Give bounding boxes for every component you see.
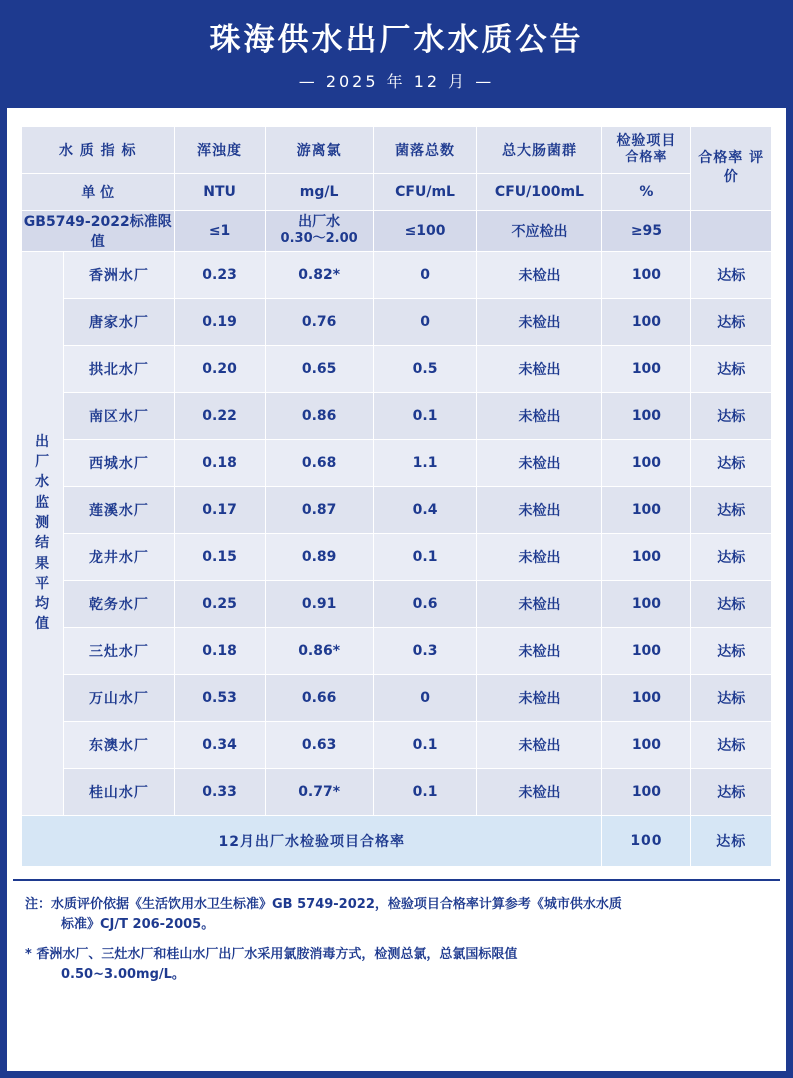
cell-coliform: 未检出: [477, 627, 602, 674]
cell-turbidity: 0.22: [174, 392, 265, 439]
cell-free-chlorine: 0.82*: [265, 251, 373, 298]
table-row: [22, 392, 772, 439]
cell-colony-count: 0: [373, 674, 477, 721]
cell-coliform: 未检出: [477, 486, 602, 533]
cell-turbidity: 0.17: [174, 486, 265, 533]
cell-evaluation: 达标: [691, 298, 772, 345]
cell-colony-count: 0.1: [373, 392, 477, 439]
cell-coliform: 未检出: [477, 439, 602, 486]
cell-colony-count: 0.6: [373, 580, 477, 627]
cell-colony-count: 0: [373, 298, 477, 345]
side-label-monitoring-results: 出 厂 水 监 测 结 果 平 均 值: [22, 251, 64, 815]
cell-free-chlorine: 0.87: [265, 486, 373, 533]
cell-coliform: 未检出: [477, 392, 602, 439]
cell-plant: 桂山水厂: [64, 768, 174, 815]
standard-turbidity: ≤1: [174, 210, 265, 251]
cell-pass-rate: 100: [602, 721, 691, 768]
table-row: [22, 486, 772, 533]
cell-free-chlorine: 0.66: [265, 674, 373, 721]
table-row: [22, 768, 772, 815]
cell-colony-count: 0.1: [373, 768, 477, 815]
cell-colony-count: 0.1: [373, 721, 477, 768]
cell-coliform: 未检出: [477, 251, 602, 298]
cell-evaluation: 达标: [691, 768, 772, 815]
cell-turbidity: 0.20: [174, 345, 265, 392]
cell-pass-rate: 100: [602, 345, 691, 392]
table-row: [22, 251, 772, 298]
standard-label: GB5749-2022标准限值: [22, 210, 175, 251]
total-evaluation: 达标: [691, 815, 772, 866]
table-row: [22, 439, 772, 486]
header-evaluation-line2: 评价: [723, 150, 765, 186]
cell-turbidity: 0.33: [174, 768, 265, 815]
unit-turbidity: NTU: [174, 173, 265, 210]
cell-coliform: 未检出: [477, 345, 602, 392]
cell-turbidity: 0.23: [174, 251, 265, 298]
cell-turbidity: 0.18: [174, 439, 265, 486]
cell-pass-rate: 100: [602, 439, 691, 486]
cell-colony-count: 0: [373, 251, 477, 298]
table-row: [22, 580, 772, 627]
cell-free-chlorine: 0.63: [265, 721, 373, 768]
cell-turbidity: 0.34: [174, 721, 265, 768]
cell-coliform: 未检出: [477, 580, 602, 627]
unit-free-chlorine: mg/L: [265, 173, 373, 210]
unit-colony-count: CFU/mL: [373, 173, 477, 210]
header-free-chlorine: 游离氯: [265, 126, 373, 173]
cell-evaluation: 达标: [691, 674, 772, 721]
cell-coliform: 未检出: [477, 674, 602, 721]
cell-evaluation: 达标: [691, 721, 772, 768]
cell-pass-rate: 100: [602, 768, 691, 815]
header-pass-rate-line2: 合格率: [625, 150, 668, 166]
note-standard-basis: [25, 895, 768, 935]
cell-colony-count: 0.4: [373, 486, 477, 533]
note1-line1: 注：水质评价依据《生活饮用水卫生标准》GB 5749-2022，检验项目合格率计算参考《城市供水水质: [25, 896, 622, 912]
cell-evaluation: 达标: [691, 251, 772, 298]
cell-turbidity: 0.53: [174, 674, 265, 721]
cell-pass-rate: 100: [602, 392, 691, 439]
cell-evaluation: 达标: [691, 392, 772, 439]
cell-free-chlorine: 0.89: [265, 533, 373, 580]
cell-evaluation: 达标: [691, 533, 772, 580]
standard-free-chlorine-line1: 出厂水: [298, 214, 341, 231]
header-evaluation: [691, 126, 772, 210]
cell-plant: 西城水厂: [64, 439, 174, 486]
header-colony-count: 菌落总数: [373, 126, 477, 173]
table-header-row: [22, 126, 772, 173]
header-turbidity: 浑浊度: [174, 126, 265, 173]
unit-pass-rate: %: [602, 173, 691, 210]
table-total-row: [22, 815, 772, 866]
cell-coliform: 未检出: [477, 298, 602, 345]
cell-plant: 香洲水厂: [64, 251, 174, 298]
cell-evaluation: 达标: [691, 580, 772, 627]
table-row: [22, 627, 772, 674]
cell-plant: 唐家水厂: [64, 298, 174, 345]
cell-evaluation: 达标: [691, 439, 772, 486]
table-row: [22, 345, 772, 392]
total-label: 12月出厂水检验项目合格率: [22, 815, 602, 866]
cell-plant: 万山水厂: [64, 674, 174, 721]
cell-free-chlorine: 0.68: [265, 439, 373, 486]
cell-pass-rate: 100: [602, 580, 691, 627]
unit-label: 单 位: [22, 173, 175, 210]
report-period: — 2025 年 12 月 —: [298, 71, 495, 91]
table-container: [7, 108, 786, 867]
header-evaluation-line1: 合格率: [698, 150, 744, 167]
cell-colony-count: 1.1: [373, 439, 477, 486]
header-coliform: 总大肠菌群: [477, 126, 602, 173]
cell-plant: 莲溪水厂: [64, 486, 174, 533]
standard-free-chlorine: [265, 210, 373, 251]
cell-coliform: 未检出: [477, 533, 602, 580]
standard-free-chlorine-line2: 0.30～2.00: [280, 231, 358, 247]
note2-line1: * 香洲水厂、三灶水厂和桂山水厂出厂水采用氯胺消毒方式，检测总氯，总氯国标限值: [25, 947, 518, 963]
standard-pass-rate: ≥95: [602, 210, 691, 251]
table-row: [22, 298, 772, 345]
table-row: [22, 721, 772, 768]
unit-coliform: CFU/100mL: [477, 173, 602, 210]
cell-free-chlorine: 0.91: [265, 580, 373, 627]
cell-pass-rate: 100: [602, 674, 691, 721]
cell-pass-rate: 100: [602, 533, 691, 580]
standard-colony-count: ≤100: [373, 210, 477, 251]
cell-colony-count: 0.3: [373, 627, 477, 674]
header-indicator: 水 质 指 标: [22, 126, 175, 173]
cell-coliform: 未检出: [477, 721, 602, 768]
notes-section: [7, 881, 786, 986]
cell-turbidity: 0.25: [174, 580, 265, 627]
cell-plant: 拱北水厂: [64, 345, 174, 392]
note1-line2: 标准》CJ/T 206-2005。: [61, 916, 215, 932]
cell-coliform: 未检出: [477, 768, 602, 815]
total-pass-rate: 100: [602, 815, 691, 866]
standard-evaluation-blank: [691, 210, 772, 251]
cell-plant: 南区水厂: [64, 392, 174, 439]
note-chloramine: [25, 945, 768, 985]
water-quality-table: [21, 126, 772, 867]
cell-evaluation: 达标: [691, 486, 772, 533]
cell-free-chlorine: 0.77*: [265, 768, 373, 815]
cell-turbidity: 0.19: [174, 298, 265, 345]
table-row: [22, 533, 772, 580]
cell-free-chlorine: 0.86*: [265, 627, 373, 674]
note2-line2: 0.50~3.00mg/L。: [61, 967, 185, 983]
cell-colony-count: 0.1: [373, 533, 477, 580]
cell-plant: 三灶水厂: [64, 627, 174, 674]
table-row: [22, 674, 772, 721]
table-unit-row: [22, 173, 772, 210]
cell-free-chlorine: 0.76: [265, 298, 373, 345]
cell-free-chlorine: 0.86: [265, 392, 373, 439]
cell-pass-rate: 100: [602, 251, 691, 298]
standard-coliform: 不应检出: [477, 210, 602, 251]
cell-pass-rate: 100: [602, 627, 691, 674]
cell-colony-count: 0.5: [373, 345, 477, 392]
cell-plant: 东澳水厂: [64, 721, 174, 768]
page-title: 珠海供水出厂水水质公告: [209, 22, 584, 58]
header-pass-rate-line1: 检验项目: [616, 133, 677, 150]
cell-evaluation: 达标: [691, 627, 772, 674]
table-standard-row: [22, 210, 772, 251]
cell-free-chlorine: 0.65: [265, 345, 373, 392]
cell-plant: 龙井水厂: [64, 533, 174, 580]
cell-turbidity: 0.18: [174, 627, 265, 674]
cell-pass-rate: 100: [602, 486, 691, 533]
header-pass-rate: [602, 126, 691, 173]
cell-turbidity: 0.15: [174, 533, 265, 580]
cell-evaluation: 达标: [691, 345, 772, 392]
cell-pass-rate: 100: [602, 298, 691, 345]
cell-plant: 乾务水厂: [64, 580, 174, 627]
report-header: [7, 7, 786, 108]
